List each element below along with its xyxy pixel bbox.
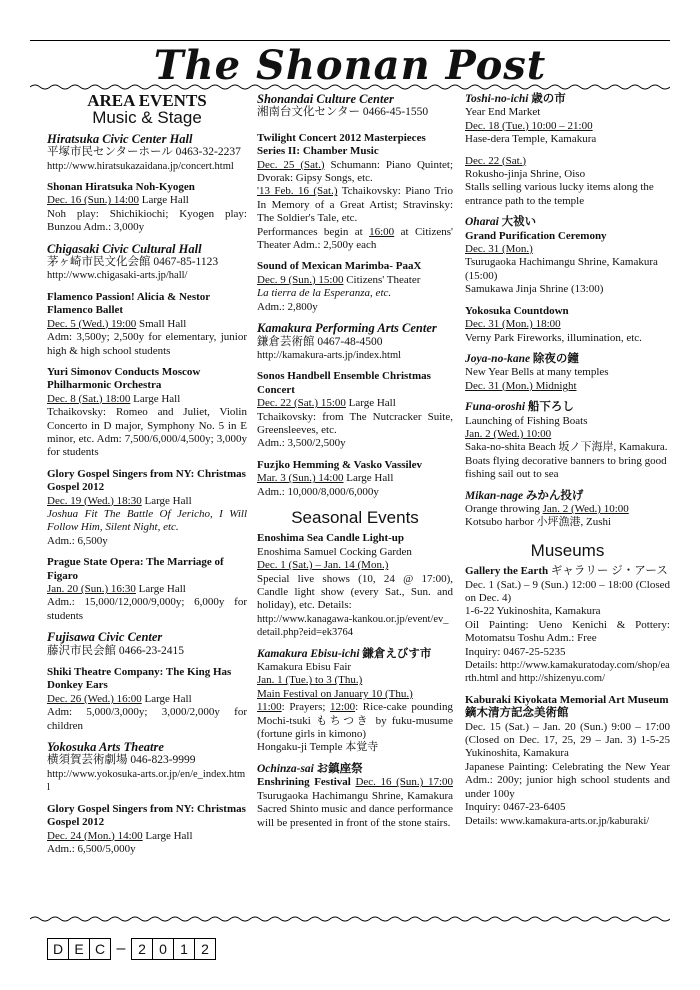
- event-place: Kotsubo harbor 小坪漁港, Zushi: [465, 516, 612, 529]
- event-name: Funa-oroshi: [465, 401, 526, 414]
- venue-shonandai: Shonandai Culture Center: [257, 92, 394, 106]
- event-simonov: [47, 366, 247, 460]
- event-time: 11:00: [257, 701, 282, 714]
- event-name-jp: 大祓い: [501, 216, 537, 229]
- date-box-char: 2: [131, 938, 153, 960]
- event-desc: Stalls selling various lucky items along the entrance path to the temple: [465, 181, 654, 207]
- event-date: Jan. 20 (Sun.) 16:30: [47, 583, 136, 595]
- event-joya-no-kane: [465, 353, 670, 393]
- venue-kamakura-arts-url[interactable]: http://kamakura-arts.jp/index.html: [257, 349, 402, 361]
- event-date: Dec. 19 (Wed.) 18:30: [47, 494, 142, 507]
- museum-desc: Oil Painting: Ueno Kenichi & Pottery: Motomatsu Toshu Adm.: Free: [465, 618, 670, 645]
- museum-name-jp: 鏑木清方記念美術館: [465, 707, 569, 720]
- date-box-char: 0: [153, 938, 174, 960]
- event-text: Performances begin at: [257, 225, 370, 238]
- event-date: Dec. 16 (Sun.) 14:00: [47, 194, 139, 207]
- museum-dates: Dec. 15 (Sat.) – Jan. 20 (Sun.) 9:00 – 17:00 (Closed on Dec. 17, 25, 29 – Jan. 3) 1-5-25 Yukinoshita, Kamakura: [465, 720, 670, 760]
- event-title: Glory Gospel Singers from NY: Christmas Gospel 2012: [47, 467, 246, 494]
- venue-yokosuka: Yokosuka Arts Theatre: [47, 740, 164, 755]
- event-desc: Joshua Fit The Battle Of Jericho, I Will Follow Him, Silent Night, etc.: [47, 507, 247, 534]
- event-title: Flamenco Passion! Alicia & Nestor Flamenco Ballet: [47, 290, 210, 317]
- event-name: Oharai: [465, 216, 499, 229]
- event-title: Shonan Hiratsuka Noh-Kyogen: [47, 181, 195, 194]
- museum-name: Kaburaki Kiyokata Memorial Art Museum: [465, 693, 669, 706]
- venue-chigasaki-jp: 茅ヶ崎市民文化会館 0467-85-1123: [47, 256, 219, 269]
- event-yokosuka-countdown: [465, 305, 670, 345]
- date-box-char: 2: [195, 938, 216, 960]
- event-shiki: [47, 666, 247, 733]
- event-subtitle: Launching of Fishing Boats: [465, 414, 588, 427]
- museum-name-jp: ギャラリー ジ・アース: [550, 565, 668, 578]
- event-desc: Adm.: 10,000/8,000/6,000y: [257, 485, 379, 498]
- event-date: Dec. 31 (Mon.) 18:00: [465, 318, 561, 331]
- museums-heading: Museums: [530, 540, 605, 560]
- event-admission: Adm.: 2,800y: [257, 300, 318, 313]
- event-date: Jan. 2 (Wed.) 10:00: [542, 502, 629, 515]
- museum-inquiry: Inquiry: 0467-25-5235: [465, 645, 566, 658]
- event-name-jp: 歳の市: [531, 93, 566, 105]
- event-date: Dec. 9 (Sun.) 15:00: [257, 273, 344, 286]
- event-date: Dec. 5 (Wed.) 19:00: [47, 317, 137, 330]
- date-box-char: E: [69, 938, 90, 960]
- event-subtitle: Year End Market: [465, 106, 541, 119]
- music-stage-heading: Music & Stage: [92, 108, 202, 128]
- event-date: Dec. 24 (Mon.) 14:00: [47, 829, 143, 842]
- event-place: Hongaku-ji Temple 本覚寺: [257, 741, 379, 754]
- event-date: Dec. 18 (Tue.) 10:00 – 21:00: [465, 119, 593, 132]
- event-subtitle: Kamakura Ebisu Fair: [257, 661, 352, 674]
- event-date: Dec. 22 (Sat.): [465, 154, 527, 167]
- event-desc: Special live shows (10, 24 @ 17:00), Candle light show (every Sat., Sun. and holiday), etc. Details:: [257, 572, 453, 612]
- event-place: Citizens' Theater: [343, 273, 421, 286]
- event-program: Tchaikovsky: Piano Trio In Memory of a Great Artist; Stravinsky: The Soldier's Tale, etc.: [257, 185, 453, 225]
- event-desc: Noh play: Shichikiochi; Kyogen play: Bunzou Adm.: 3,000y: [47, 207, 247, 234]
- event-title: Sound of Mexican Marimba- PaaX: [257, 260, 422, 273]
- event-date: Jan. 2 (Wed.) 10:00: [465, 427, 552, 440]
- event-date: Dec. 25 (Sat.): [257, 158, 325, 171]
- museum-address: 1-6-22 Yukinoshita, Kamakura: [465, 605, 601, 618]
- event-desc: La tierra de la Esperanza, etc.: [257, 287, 392, 300]
- venue-hiratsuka-url[interactable]: http://www.hiratsukazaidana.jp/concert.html: [47, 160, 234, 172]
- event-place: Large Hall: [141, 494, 192, 507]
- event-url[interactable]: http://www.kanagawa-kankou.or.jp/event/ev_detail.php?eid=ek3764: [257, 613, 449, 639]
- column-seasonal-museums: [465, 93, 670, 828]
- event-place: Large Hall: [343, 472, 394, 485]
- venue-fujisawa: Fujisawa Civic Center: [47, 630, 163, 645]
- event-desc: Adm: 5,000/3,000y; 3,000/2,000y for children: [47, 706, 247, 732]
- event-date: Dec. 31 (Mon.) Midnight: [465, 379, 577, 392]
- date-box-char: 1: [174, 938, 195, 960]
- event-text: : Prayers;: [281, 701, 331, 714]
- event-date: Dec. 22 (Sat.) 15:00: [257, 397, 346, 410]
- event-name: Toshi-no-ichi: [465, 93, 529, 105]
- venue-chigasaki-url[interactable]: http://www.chigasaki-arts.jp/hall/: [47, 270, 188, 282]
- event-time: 16:00: [369, 225, 395, 238]
- event-desc: Verny Park Fireworks, illumination, etc.: [465, 331, 642, 344]
- area-events-heading: AREA EVENTS: [87, 91, 207, 110]
- event-place: Tsurugaoka Hachimangu Shrine, Kamakura (15:00): [465, 256, 658, 282]
- event-flamenco: [47, 291, 247, 358]
- venue-hiratsuka-jp: 平塚市民センターホール 0463-32-2237: [47, 146, 241, 159]
- event-title: Enshrining Festival: [257, 776, 356, 789]
- event-subtitle: New Year Bells at many temples: [465, 366, 609, 379]
- museum-inquiry: Inquiry: 0467-23-6405: [465, 801, 566, 814]
- event-name: Kamakura Ebisu-ichi: [257, 647, 360, 660]
- venue-yokosuka-jp: 横須賀芸術劇場 046-823-9999: [47, 754, 196, 767]
- event-desc: Adm: 3,500y; 2,500y for elementary, junior high & high school students: [47, 331, 247, 357]
- event-handbell: [257, 370, 453, 450]
- venue-chigasaki: Chigasaki Civic Cultural Hall: [47, 241, 202, 256]
- event-mikan-nage: [465, 490, 670, 530]
- event-title: Shiki Theatre Company: The King Has Donkey Ears: [47, 666, 232, 692]
- event-desc: Tsurugaoka Hachimangu Shrine, Kamakura Sacred Shinto music and dance performance will be presented in front of the stone stairs.: [257, 789, 453, 829]
- date-box-char: C: [90, 938, 111, 960]
- event-hemming: [257, 459, 453, 499]
- event-name-jp: 鎌倉えびす市: [362, 647, 432, 660]
- event-subtitle: Grand Purification Ceremony: [465, 229, 607, 242]
- event-gospel-1: [47, 468, 247, 548]
- wave-divider-bottom: [30, 915, 670, 923]
- date-box-char: D: [47, 938, 69, 960]
- museum-url[interactable]: Details: www.kamakura-arts.or.jp/kaburaki/: [465, 815, 650, 827]
- event-date: Dec. 16 (Sun.) 17:00: [355, 776, 453, 789]
- museum-url[interactable]: Details: http://www.kamakuratoday.com/shop/earth.html and http://shizenyu.com/: [465, 660, 670, 685]
- event-date: Dec. 26 (Wed.) 16:00: [47, 692, 142, 705]
- event-gospel-2: [47, 803, 247, 857]
- event-name-jp: お鎮座祭: [316, 762, 363, 775]
- venue-hiratsuka: Hiratsuka Civic Center Hall: [47, 131, 193, 146]
- issue-date: [47, 938, 216, 960]
- museum-name: Gallery the Earth: [465, 565, 549, 578]
- venue-kamakura-arts-jp: 鎌倉芸術館 0467-48-4500: [257, 335, 383, 348]
- event-place: Large Hall: [135, 583, 186, 595]
- event-desc: Tchaikovsky: Romeo and Juliet, Violin Concerto in D major, Symphony No. 5 in E minor, etc. Adm: 7,500/6,000/4,500y; 3,000y for students: [47, 406, 247, 459]
- event-title: Twilight Concert 2012 Masterpieces Series II: Chamber Music: [257, 131, 426, 158]
- masthead-title: The Shonan Post: [153, 42, 547, 89]
- event-title: Sonos Handbell Ensemble Christmas Concert: [257, 370, 431, 396]
- museum-dates: Dec. 1 (Sat.) – 9 (Sun.) 12:00 – 18:00 (Closed on Dec. 4): [465, 578, 670, 604]
- event-name-jp: 船下ろし: [527, 401, 574, 414]
- venue-shonandai-jp: 湘南台文化センター 0466-45-1550: [257, 106, 429, 119]
- seasonal-events-heading: Seasonal Events: [291, 507, 419, 527]
- event-marimba: [257, 260, 453, 314]
- event-date: Dec. 31 (Mon.): [465, 243, 533, 256]
- museum-gallery-earth: [465, 565, 670, 686]
- event-date: Dec. 8 (Sat.) 18:00: [47, 392, 131, 405]
- date-dash: –: [116, 940, 126, 957]
- venue-kamakura-arts: Kamakura Performing Arts Center: [257, 321, 437, 336]
- event-name: Ochinza-sai: [257, 762, 314, 775]
- event-ebisu-ichi: [257, 648, 453, 755]
- event-date: Jan. 1 (Tue.) to 3 (Thu.): [257, 674, 363, 687]
- event-name: Joya-no-kane: [465, 352, 531, 365]
- event-title: Yokosuka Countdown: [465, 304, 569, 317]
- event-title: Yuri Simonov Conducts Moscow Philharmonic Orchestra: [47, 365, 201, 392]
- event-text: at Citizens' Theater Adm.: 2,500y each: [257, 225, 453, 252]
- venue-yokosuka-url[interactable]: http://www.yokosuka-arts.or.jp/en/e_index.html: [47, 768, 246, 794]
- event-main-date: Main Festival on January 10 (Thu.): [257, 687, 413, 700]
- venue-fujisawa-jp: 藤沢市民会館 0466-23-2415: [47, 644, 185, 657]
- event-subtitle: Enoshima Samuel Cocking Garden: [257, 545, 412, 558]
- event-title: Enoshima Sea Candle Light-up: [257, 532, 405, 545]
- event-place: Hase-dera Temple, Kamakura: [465, 133, 597, 146]
- event-place: Rokusho-jinja Shrine, Oiso: [465, 168, 586, 181]
- event-toshi-no-ichi: [465, 93, 670, 208]
- event-place: Large Hall: [142, 829, 193, 842]
- museum-kaburaki: [465, 694, 670, 828]
- event-ochinza-sai: [257, 763, 453, 830]
- column-venues-seasonal: [257, 93, 453, 830]
- event-funa-oroshi: [465, 401, 670, 481]
- event-admission: Adm.: 6,500y: [47, 534, 108, 547]
- event-date: Mar. 3 (Sun.) 14:00: [257, 472, 344, 485]
- event-place: Samukawa Jinja Shrine (13:00): [465, 283, 604, 296]
- event-subtitle: Orange throwing: [465, 502, 543, 515]
- event-admission: Adm.: 3,500/2,500y: [257, 437, 346, 450]
- event-oharai: [465, 216, 670, 296]
- event-place: Large Hall: [130, 392, 181, 405]
- event-place: Large Hall: [138, 194, 189, 207]
- event-place: Small Hall: [136, 317, 187, 330]
- event-name-jp: 除夜の鐘: [532, 352, 579, 365]
- event-desc: Saka-no-shita Beach 坂ノ下海岸, Kamakura. Boats flying decorative banners to bring good fishing sail out to sea: [465, 441, 668, 481]
- top-rule: [30, 40, 670, 41]
- event-prague-opera: [47, 556, 247, 623]
- event-place: Large Hall: [141, 692, 192, 705]
- event-place: Large Hall: [345, 397, 396, 410]
- museum-desc: Japanese Painting: Celebrating the New Year Adm.: 200y; junior high school students and under 100y: [465, 760, 670, 800]
- event-time: 12:00: [330, 701, 356, 714]
- event-date: '13 Feb. 16 (Sat.): [257, 185, 338, 198]
- event-date: Dec. 1 (Sat.) – Jan. 14 (Mon.): [257, 559, 389, 572]
- event-title: Glory Gospel Singers from NY: Christmas Gospel 2012: [47, 802, 246, 829]
- event-text: : Rice-cake pounding Mochi-tsuki もちつき by fuku-musume (fortune girls in kimono): [257, 701, 453, 741]
- event-program: Schumann: Piano Quintet; Dvorak: Gipsy Songs, etc.: [257, 158, 453, 185]
- event-title: Prague State Opera: The Marriage of Figaro: [47, 556, 224, 582]
- event-name-jp: みかん投げ: [525, 489, 584, 502]
- event-sea-candle: [257, 532, 453, 639]
- event-twilight: [257, 132, 453, 253]
- event-desc: Adm.: 15,000/12,000/9,000y; 6,000y for students: [47, 596, 247, 622]
- wave-divider-top: [30, 83, 670, 91]
- event-title: Fuzjko Hemming & Vasko Vassilev: [257, 458, 423, 471]
- column-music-stage: [47, 93, 247, 856]
- event-desc: Tchaikovsky: from The Nutcracker Suite, Greensleeves, etc.: [257, 410, 453, 436]
- event-desc: Adm.: 6,500/5,000y: [47, 842, 136, 855]
- event-name: Mikan-nage: [465, 489, 524, 502]
- event-noh-kyogen: [47, 181, 247, 235]
